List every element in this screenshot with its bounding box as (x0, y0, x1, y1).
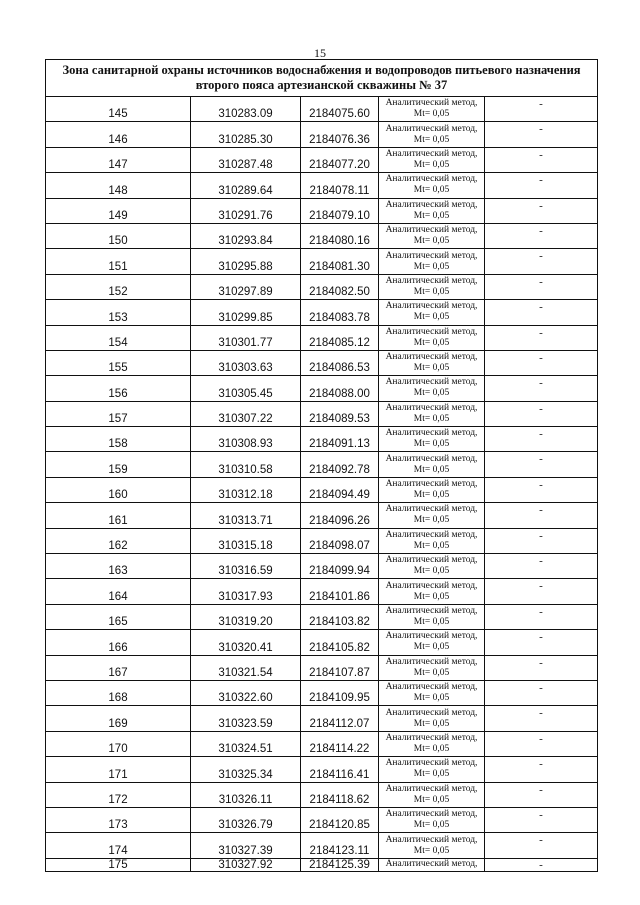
table-row (46, 477, 598, 502)
y-coordinate-cell: 2184125.39 (301, 858, 379, 871)
method-cell (379, 554, 485, 579)
method-text: Аналитический метод, (385, 606, 478, 616)
accuracy-text: Mt= 0,05 (413, 464, 450, 475)
method-text: Аналитический метод, (385, 377, 478, 388)
method-cell (379, 350, 485, 375)
description-cell: - (485, 173, 598, 198)
point-number-cell: 168 (46, 680, 191, 705)
description-cell: - (485, 731, 598, 756)
y-coordinate-cell: 2184103.82 (301, 604, 379, 629)
method-text: Аналитический метод, (385, 275, 478, 286)
x-coordinate-cell: 310301.77 (191, 325, 301, 350)
method-cell (379, 376, 485, 401)
table-row (46, 706, 598, 731)
x-coordinate-cell: 310321.54 (191, 655, 301, 680)
description-cell: - (485, 477, 598, 502)
table-row (46, 274, 598, 299)
point-number-cell: 172 (46, 782, 191, 807)
table-row (46, 630, 598, 655)
method-text: Аналитический метод, (385, 199, 478, 210)
accuracy-text: Mt= 0,05 (413, 845, 450, 856)
accuracy-text: Mt= 0,05 (413, 769, 450, 780)
description-cell: - (485, 554, 598, 579)
y-coordinate-cell: 2184085.12 (301, 325, 379, 350)
accuracy-text: Mt= 0,05 (413, 363, 450, 374)
y-coordinate-cell: 2184098.07 (301, 528, 379, 553)
table-row (46, 122, 598, 147)
method-text: Аналитический метод, (385, 529, 478, 540)
method-cell (379, 782, 485, 807)
point-number-cell: 174 (46, 833, 191, 858)
x-coordinate-cell: 310289.64 (191, 173, 301, 198)
description-cell: - (485, 807, 598, 832)
method-text: Аналитический метод, (385, 453, 478, 464)
y-coordinate-cell: 2184086.53 (301, 350, 379, 375)
point-number-cell: 162 (46, 528, 191, 553)
point-number-cell: 145 (46, 97, 191, 122)
x-coordinate-cell: 310325.34 (191, 757, 301, 782)
accuracy-text: Mt= 0,05 (413, 667, 450, 678)
table-row (46, 223, 598, 248)
method-cell (379, 325, 485, 350)
method-cell (379, 807, 485, 832)
method-text: Аналитический метод, (385, 174, 478, 185)
method-cell (379, 731, 485, 756)
point-number-cell: 153 (46, 300, 191, 325)
x-coordinate-cell: 310308.93 (191, 427, 301, 452)
accuracy-text: Mt= 0,05 (413, 210, 450, 221)
x-coordinate-cell: 310303.63 (191, 350, 301, 375)
x-coordinate-cell: 310327.92 (191, 858, 301, 871)
method-text: Аналитический метод, (385, 148, 478, 159)
y-coordinate-cell: 2184114.22 (301, 731, 379, 756)
method-text: Аналитический метод, (385, 783, 478, 794)
method-cell (379, 249, 485, 274)
method-cell (379, 858, 485, 871)
point-number-cell: 165 (46, 604, 191, 629)
table-row (46, 173, 598, 198)
accuracy-text: Mt= 0,05 (413, 591, 450, 602)
y-coordinate-cell: 2184091.13 (301, 427, 379, 452)
accuracy-text: Mt= 0,05 (413, 617, 450, 627)
point-number-cell: 150 (46, 223, 191, 248)
accuracy-text: Mt= 0,05 (413, 820, 450, 831)
method-cell (379, 630, 485, 655)
point-number-cell: 151 (46, 249, 191, 274)
x-coordinate-cell: 310316.59 (191, 554, 301, 579)
accuracy-text: Mt= 0,05 (413, 236, 450, 247)
method-cell (379, 655, 485, 680)
accuracy-text: Mt= 0,05 (413, 515, 450, 526)
description-cell: - (485, 706, 598, 731)
y-coordinate-cell: 2184075.60 (301, 97, 379, 122)
table-row (46, 376, 598, 401)
method-text: Аналитический метод, (385, 301, 478, 312)
description-cell: - (485, 757, 598, 782)
method-text: Аналитический метод, (385, 98, 478, 109)
x-coordinate-cell: 310287.48 (191, 147, 301, 172)
table-row (46, 604, 598, 629)
accuracy-text: Mt= 0,05 (413, 312, 450, 323)
method-cell (379, 452, 485, 477)
accuracy-text: Mt= 0,05 (413, 109, 450, 120)
table-row (46, 579, 598, 604)
description-cell: - (485, 223, 598, 248)
point-number-cell: 147 (46, 147, 191, 172)
table-row (46, 147, 598, 172)
y-coordinate-cell: 2184092.78 (301, 452, 379, 477)
accuracy-text: Mt= 0,05 (413, 134, 450, 145)
table-row (46, 680, 598, 705)
method-text: Аналитический метод, (385, 555, 478, 566)
description-cell: - (485, 122, 598, 147)
table-row (46, 300, 598, 325)
y-coordinate-cell: 2184078.11 (301, 173, 379, 198)
point-number-cell: 163 (46, 554, 191, 579)
method-cell (379, 579, 485, 604)
method-cell (379, 604, 485, 629)
point-number-cell: 154 (46, 325, 191, 350)
table-row (46, 655, 598, 680)
point-number-cell: 170 (46, 731, 191, 756)
accuracy-text: Mt= 0,05 (413, 159, 450, 170)
description-cell: - (485, 249, 598, 274)
point-number-cell: 166 (46, 630, 191, 655)
method-text: Аналитический метод, (385, 479, 478, 490)
accuracy-text: Mt= 0,05 (413, 490, 450, 501)
accuracy-text: Mt= 0,05 (413, 337, 450, 348)
method-text: Аналитический метод, (385, 682, 478, 693)
method-text: Аналитический метод, (385, 326, 478, 337)
method-text: Аналитический метод, (385, 707, 478, 718)
x-coordinate-cell: 310324.51 (191, 731, 301, 756)
table-row (46, 757, 598, 782)
method-text: Аналитический метод, (385, 352, 478, 363)
x-coordinate-cell: 310319.20 (191, 604, 301, 629)
point-number-cell: 169 (46, 706, 191, 731)
x-coordinate-cell: 310295.88 (191, 249, 301, 274)
y-coordinate-cell: 2184123.11 (301, 833, 379, 858)
table-row (46, 401, 598, 426)
description-cell: - (485, 350, 598, 375)
table-title-line-1: Зона санитарной охраны источников водоснабжения и водопроводов питьевого назначения (62, 63, 581, 77)
x-coordinate-cell: 310327.39 (191, 833, 301, 858)
y-coordinate-cell: 2184107.87 (301, 655, 379, 680)
point-number-cell: 157 (46, 401, 191, 426)
method-cell (379, 401, 485, 426)
table-row (46, 731, 598, 756)
method-cell (379, 706, 485, 731)
method-text: Аналитический метод, (385, 225, 478, 236)
x-coordinate-cell: 310297.89 (191, 274, 301, 299)
accuracy-text: Mt= 0,05 (413, 743, 450, 754)
accuracy-text: Mt= 0,05 (413, 540, 450, 551)
method-cell (379, 97, 485, 122)
description-cell: - (485, 579, 598, 604)
x-coordinate-cell: 310313.71 (191, 503, 301, 528)
method-text: Аналитический метод, (385, 428, 478, 439)
point-number-cell: 155 (46, 350, 191, 375)
point-number-cell: 167 (46, 655, 191, 680)
method-cell (379, 300, 485, 325)
method-cell (379, 528, 485, 553)
y-coordinate-cell: 2184112.07 (301, 706, 379, 731)
description-cell: - (485, 147, 598, 172)
accuracy-text: Mt= 0,05 (413, 794, 450, 805)
method-text: Аналитический метод, (385, 580, 478, 591)
description-cell: - (485, 503, 598, 528)
method-text: Аналитический метод, (385, 123, 478, 134)
method-text: Аналитический метод, (385, 732, 478, 743)
point-number-cell: 161 (46, 503, 191, 528)
point-number-cell: 173 (46, 807, 191, 832)
y-coordinate-cell: 2184116.41 (301, 757, 379, 782)
y-coordinate-cell: 2184088.00 (301, 376, 379, 401)
x-coordinate-cell: 310310.58 (191, 452, 301, 477)
point-number-cell: 152 (46, 274, 191, 299)
description-cell: - (485, 630, 598, 655)
y-coordinate-cell: 2184094.49 (301, 477, 379, 502)
method-cell (379, 757, 485, 782)
method-text: Аналитический метод, (385, 504, 478, 515)
accuracy-text: Mt= 0,05 (413, 642, 450, 653)
description-cell: - (485, 858, 598, 871)
x-coordinate-cell: 310293.84 (191, 223, 301, 248)
table-row (46, 350, 598, 375)
table-title-line-2: второго пояса артезианской скважины № 37 (195, 78, 448, 92)
method-text: Аналитический метод, (385, 250, 478, 261)
accuracy-text: Mt= 0,05 (413, 718, 450, 729)
y-coordinate-cell: 2184076.36 (301, 122, 379, 147)
method-cell (379, 680, 485, 705)
accuracy-text: Mt= 0,05 (413, 388, 450, 399)
point-number-cell: 164 (46, 579, 191, 604)
description-cell: - (485, 528, 598, 553)
table-row (46, 249, 598, 274)
table-row (46, 198, 598, 223)
y-coordinate-cell: 2184120.85 (301, 807, 379, 832)
point-number-cell: 159 (46, 452, 191, 477)
x-coordinate-cell: 310317.93 (191, 579, 301, 604)
page-number: 15 (314, 46, 326, 60)
accuracy-text: Mt= 0,05 (413, 413, 450, 424)
x-coordinate-cell: 310305.45 (191, 376, 301, 401)
y-coordinate-cell: 2184099.94 (301, 554, 379, 579)
x-coordinate-cell: 310283.09 (191, 97, 301, 122)
y-coordinate-cell: 2184080.16 (301, 223, 379, 248)
method-cell (379, 122, 485, 147)
accuracy-text: Mt= 0,05 (413, 261, 450, 272)
y-coordinate-cell: 2184118.62 (301, 782, 379, 807)
method-cell (379, 477, 485, 502)
x-coordinate-cell: 310320.41 (191, 630, 301, 655)
x-coordinate-cell: 310315.18 (191, 528, 301, 553)
description-cell: - (485, 198, 598, 223)
method-text: Аналитический метод, (385, 656, 478, 667)
point-number-cell: 149 (46, 198, 191, 223)
x-coordinate-cell: 310299.85 (191, 300, 301, 325)
table-row-partial (46, 858, 598, 871)
description-cell: - (485, 680, 598, 705)
description-cell: - (485, 427, 598, 452)
method-cell (379, 223, 485, 248)
method-cell (379, 833, 485, 858)
y-coordinate-cell: 2184109.95 (301, 680, 379, 705)
table-row (46, 97, 598, 122)
y-coordinate-cell: 2184077.20 (301, 147, 379, 172)
description-cell: - (485, 604, 598, 629)
method-cell (379, 198, 485, 223)
coordinates-table (45, 59, 598, 872)
method-text: Аналитический метод, (385, 631, 478, 642)
y-coordinate-cell: 2184089.53 (301, 401, 379, 426)
table-row (46, 528, 598, 553)
table-row (46, 833, 598, 858)
x-coordinate-cell: 310326.79 (191, 807, 301, 832)
description-cell: - (485, 274, 598, 299)
method-text: Аналитический метод, (385, 402, 478, 413)
y-coordinate-cell: 2184096.26 (301, 503, 379, 528)
method-text: Аналитический метод, (385, 859, 478, 870)
y-coordinate-cell: 2184081.30 (301, 249, 379, 274)
table-row (46, 325, 598, 350)
x-coordinate-cell: 310323.59 (191, 706, 301, 731)
table-row (46, 503, 598, 528)
table-title (46, 60, 598, 97)
description-cell: - (485, 401, 598, 426)
point-number-cell: 156 (46, 376, 191, 401)
x-coordinate-cell: 310322.60 (191, 680, 301, 705)
table-row (46, 427, 598, 452)
accuracy-text: Mt= 0,05 (413, 286, 450, 297)
point-number-cell: 146 (46, 122, 191, 147)
x-coordinate-cell: 310326.11 (191, 782, 301, 807)
accuracy-text: Mt= 0,05 (413, 185, 450, 196)
description-cell: - (485, 97, 598, 122)
accuracy-text: Mt= 0,05 (413, 693, 450, 704)
point-number-cell: 158 (46, 427, 191, 452)
y-coordinate-cell: 2184083.78 (301, 300, 379, 325)
accuracy-text: Mt= 0,05 (413, 566, 450, 577)
point-number-cell: 171 (46, 757, 191, 782)
description-cell: - (485, 325, 598, 350)
x-coordinate-cell: 310291.76 (191, 198, 301, 223)
point-number-cell: 148 (46, 173, 191, 198)
description-cell: - (485, 300, 598, 325)
table-title-row (46, 60, 598, 97)
method-cell (379, 147, 485, 172)
y-coordinate-cell: 2184082.50 (301, 274, 379, 299)
description-cell: - (485, 452, 598, 477)
description-cell: - (485, 782, 598, 807)
y-coordinate-cell: 2184105.82 (301, 630, 379, 655)
method-cell (379, 274, 485, 299)
point-number-cell: 160 (46, 477, 191, 502)
accuracy-text: Mt= 0,05 (413, 439, 450, 450)
table-row (46, 807, 598, 832)
method-text: Аналитический метод, (385, 758, 478, 769)
table-row (46, 452, 598, 477)
method-text: Аналитический метод, (385, 809, 478, 820)
description-cell: - (485, 376, 598, 401)
x-coordinate-cell: 310285.30 (191, 122, 301, 147)
description-cell: - (485, 655, 598, 680)
point-number-cell: 175 (46, 858, 191, 871)
method-cell (379, 427, 485, 452)
description-cell: - (485, 833, 598, 858)
method-cell (379, 173, 485, 198)
x-coordinate-cell: 310312.18 (191, 477, 301, 502)
x-coordinate-cell: 310307.22 (191, 401, 301, 426)
y-coordinate-cell: 2184101.86 (301, 579, 379, 604)
y-coordinate-cell: 2184079.10 (301, 198, 379, 223)
table-row (46, 554, 598, 579)
method-text: Аналитический метод, (385, 834, 478, 845)
method-cell (379, 503, 485, 528)
table-row (46, 782, 598, 807)
